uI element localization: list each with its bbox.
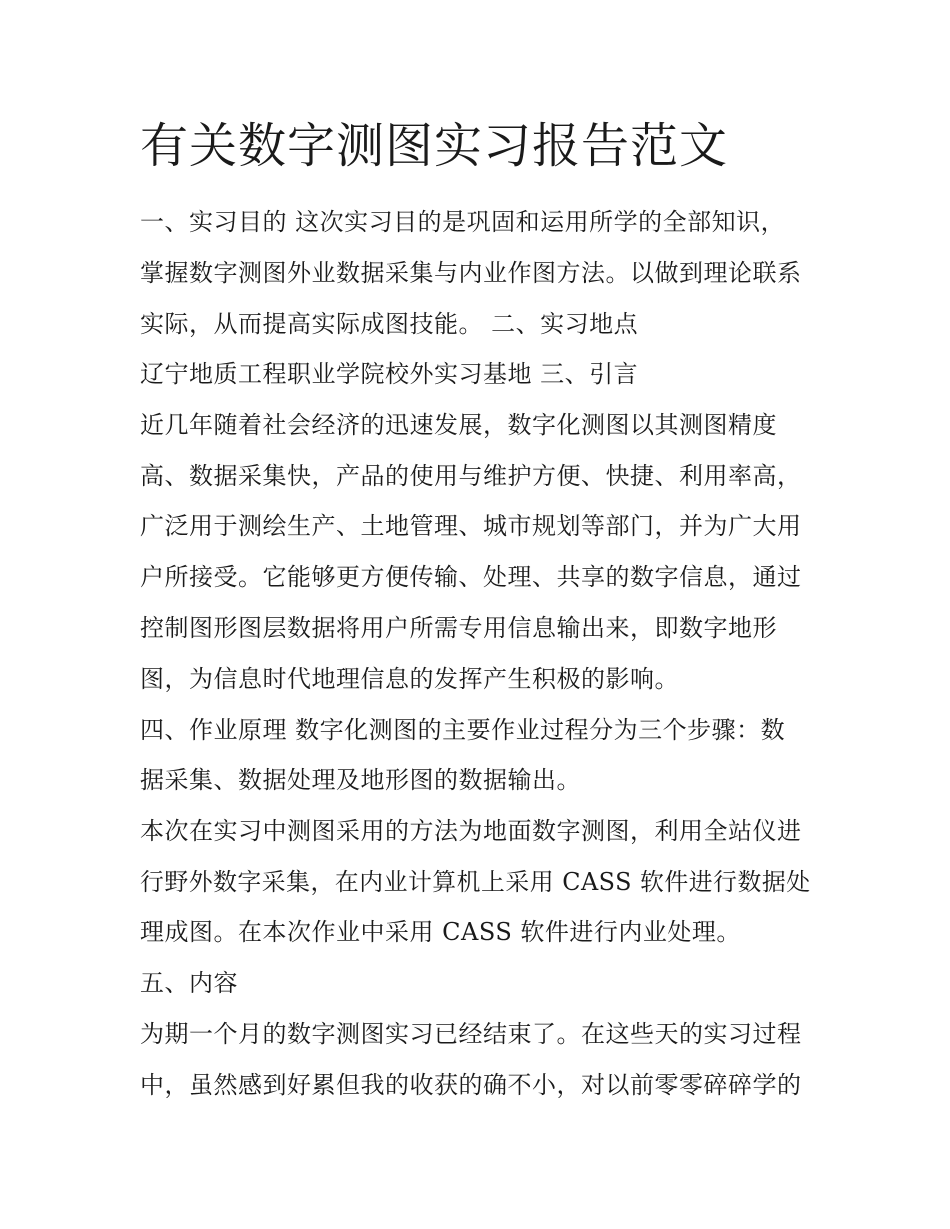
document-title: 有关数字测图实习报告范文: [140, 118, 729, 174]
body-line: 高、数据采集快，产品的使用与维护方便、快捷、利用率高，: [140, 462, 802, 490]
body-line: 本次在实习中测图采用的方法为地面数字测图，利用全站仪进: [140, 817, 802, 845]
body-line: 控制图形图层数据将用户所需专用信息输出来，即数字地形: [140, 614, 777, 642]
body-line: 一、实习目的 这次实习目的是巩固和运用所学的全部知识，: [140, 208, 786, 236]
body-line: 户所接受。它能够更方便传输、处理、共享的数字信息，通过: [140, 563, 802, 591]
body-line: 理成图。在本次作业中采用 CASS 软件进行内业处理。: [140, 918, 741, 946]
body-line: 辽宁地质工程职业学院校外实习基地 三、引言: [140, 360, 639, 388]
body-line: 为期一个月的数字测图实习已经结束了。在这些天的实习过程: [140, 1020, 802, 1048]
section-heading: 五、内容: [140, 969, 238, 997]
body-line: 据采集、数据处理及地形图的数据输出。: [140, 766, 581, 794]
body-line: 广泛用于测绘生产、土地管理、城市规划等部门，并为广大用: [140, 512, 802, 540]
body-line: 四、作业原理 数字化测图的主要作业过程分为三个步骤：数: [140, 716, 786, 744]
body-line: 近几年随着社会经济的迅速发展，数字化测图以其测图精度: [140, 411, 777, 439]
body-line: 实际，从而提高实际成图技能。 二、实习地点: [140, 310, 639, 338]
body-line: 行野外数字采集，在内业计算机上采用 CASS 软件进行数据处: [140, 868, 811, 896]
body-line: 掌握数字测图外业数据采集与内业作图方法。以做到理论联系: [140, 259, 802, 287]
body-line: 图，为信息时代地理信息的发挥产生积极的影响。: [140, 665, 679, 693]
body-line: 中，虽然感到好累但我的收获的确不小，对以前零零碎碎学的: [140, 1071, 802, 1099]
